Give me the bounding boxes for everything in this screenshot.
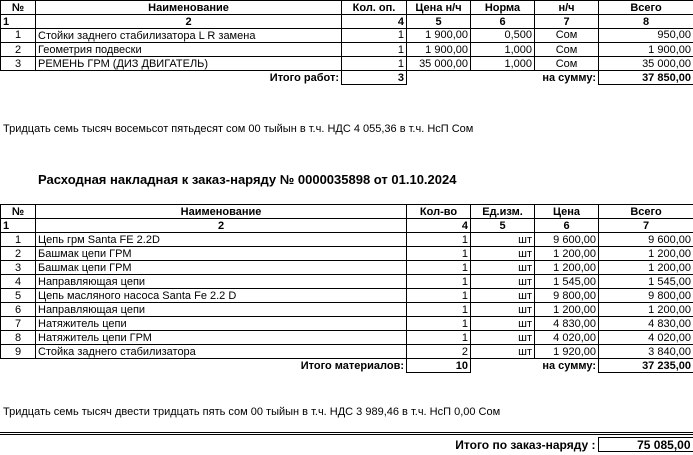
row-unit: шт: [471, 247, 535, 261]
row-name: Геометрия подвески: [36, 43, 342, 57]
num-cell: 1: [1, 219, 36, 233]
works-number-row: [1, 15, 693, 29]
grand-total: [0, 437, 693, 452]
table-row: [1, 247, 693, 261]
row-unit: шт: [471, 303, 535, 317]
row-total: 35 000,00: [599, 57, 693, 71]
row-num: 3: [1, 57, 36, 71]
num-cell: 7: [535, 15, 599, 29]
divider: [0, 434, 693, 435]
col-name: Наименование: [36, 1, 342, 15]
col-num: №: [1, 205, 36, 219]
row-qty: 1: [407, 261, 471, 275]
row-price: 35 000,00: [407, 57, 471, 71]
row-total: 9 800,00: [599, 289, 693, 303]
num-cell: 5: [407, 15, 471, 29]
works-total-label: Итого работ:: [269, 71, 339, 84]
materials-total-row: [1, 359, 693, 373]
row-unit: Сом: [535, 57, 599, 71]
row-qty: 1: [407, 233, 471, 247]
materials-sum-in-words: Тридцать семь тысяч двести тридцать пять сом 00 тыйын в т.ч. НДС 3 989,46 в т.ч. НсП 0,00 Сом: [3, 406, 501, 418]
materials-sum-value: 37 235,00: [599, 359, 693, 373]
row-num: 1: [1, 29, 36, 43]
row-qty: 1: [407, 289, 471, 303]
works-total-row: [1, 71, 693, 85]
table-row: [1, 317, 693, 331]
row-qty: 1: [407, 275, 471, 289]
row-unit: шт: [471, 289, 535, 303]
num-cell: 2: [36, 219, 407, 233]
row-qty: 1: [407, 303, 471, 317]
row-price: 4 830,00: [535, 317, 599, 331]
row-name: Натяжитель цепи: [36, 317, 407, 331]
row-total: 950,00: [599, 29, 693, 43]
row-total: 1 200,00: [599, 261, 693, 275]
row-price: 9 600,00: [535, 233, 599, 247]
divider: [0, 432, 693, 433]
row-unit: шт: [471, 345, 535, 359]
row-qty: 1: [407, 317, 471, 331]
row-price: 1 900,00: [407, 29, 471, 43]
row-qty: 1: [407, 331, 471, 345]
row-qty: 1: [342, 57, 407, 71]
row-name: Стойка заднего стабилизатора: [36, 345, 407, 359]
table-row: [1, 261, 693, 275]
materials-total-qty: 10: [407, 359, 471, 373]
row-total: 1 900,00: [599, 43, 693, 57]
row-total: 9 600,00: [599, 233, 693, 247]
num-cell: 6: [471, 15, 535, 29]
row-unit: шт: [471, 233, 535, 247]
row-price: 1 920,00: [535, 345, 599, 359]
col-norm: Норма: [471, 1, 535, 15]
row-num: 5: [1, 289, 36, 303]
table-row: [1, 289, 693, 303]
col-total: Всего: [599, 205, 693, 219]
row-total: 4 830,00: [599, 317, 693, 331]
row-num: 3: [1, 261, 36, 275]
works-sum-in-words: Тридцать семь тысяч восемьсот пятьдесят сом 00 тыйын в т.ч. НДС 4 055,36 в т.ч. НсП Сом: [3, 123, 474, 135]
num-cell: 4: [407, 219, 471, 233]
row-total: 1 200,00: [599, 247, 693, 261]
works-sum-label: на сумму:: [542, 71, 596, 84]
row-total: 4 020,00: [599, 331, 693, 345]
row-price: 1 200,00: [535, 261, 599, 275]
col-price: Цена н/ч: [407, 1, 471, 15]
grand-total-value: 75 085,00: [598, 438, 693, 452]
materials-body: [1, 233, 693, 359]
num-cell: 6: [535, 219, 599, 233]
row-price: 4 020,00: [535, 331, 599, 345]
row-unit: шт: [471, 331, 535, 345]
row-num: 6: [1, 303, 36, 317]
works-sum-value: 37 850,00: [599, 71, 693, 85]
col-total: Всего: [599, 1, 693, 15]
row-qty: 1: [342, 43, 407, 57]
col-price: Цена: [535, 205, 599, 219]
row-total: 1 545,00: [599, 275, 693, 289]
row-num: 2: [1, 43, 36, 57]
materials-total-label: Итого материалов:: [300, 359, 404, 372]
row-name: Башмак цепи ГРМ: [36, 261, 407, 275]
table-row: [1, 331, 693, 345]
row-num: 2: [1, 247, 36, 261]
row-name: РЕМЕНЬ ГРМ (ДИЗ ДВИГАТЕЛЬ): [36, 57, 342, 71]
row-name: Цепь масляного насоса Santa Fe 2.2 D: [36, 289, 407, 303]
invoice-title: Расходная накладная к заказ-наряду № 0000035898 от 01.10.2024: [38, 172, 457, 187]
row-price: 1 545,00: [535, 275, 599, 289]
row-num: 1: [1, 233, 36, 247]
materials-number-row: [1, 219, 693, 233]
row-total: 1 200,00: [599, 303, 693, 317]
table-row: [1, 303, 693, 317]
row-name: Натяжитель цепи ГРМ: [36, 331, 407, 345]
row-price: 1 200,00: [535, 303, 599, 317]
num-cell: 5: [471, 219, 535, 233]
row-unit: шт: [471, 275, 535, 289]
col-num: №: [1, 1, 36, 15]
row-unit: Сом: [535, 29, 599, 43]
row-unit: шт: [471, 317, 535, 331]
works-header-row: [1, 1, 693, 15]
row-num: 7: [1, 317, 36, 331]
materials-table: [0, 204, 693, 373]
works-table: [0, 0, 693, 85]
col-unit: н/ч: [535, 1, 599, 15]
num-cell: 7: [599, 219, 693, 233]
row-name: Направляющая цепи: [36, 303, 407, 317]
row-total: 3 840,00: [599, 345, 693, 359]
row-price: 1 200,00: [535, 247, 599, 261]
row-name: Направляющая цепи: [36, 275, 407, 289]
col-name: Наименование: [36, 205, 407, 219]
col-unit: Ед.изм.: [471, 205, 535, 219]
num-cell: 2: [36, 15, 342, 29]
table-row: [1, 29, 693, 43]
row-qty: 1: [407, 247, 471, 261]
row-name: Башмак цепи ГРМ: [36, 247, 407, 261]
materials-sum-label: на сумму:: [542, 359, 596, 372]
row-price: 1 900,00: [407, 43, 471, 57]
col-ops: Кол. оп.: [342, 1, 407, 15]
table-row: [1, 275, 693, 289]
materials-header-row: [1, 205, 693, 219]
row-num: 4: [1, 275, 36, 289]
row-unit: шт: [471, 261, 535, 275]
num-cell: 1: [1, 15, 36, 29]
works-total-qty: 3: [342, 71, 407, 85]
row-qty: 1: [342, 29, 407, 43]
table-row: [1, 233, 693, 247]
row-name: Стойки заднего стабилизатора L R замена: [36, 29, 342, 43]
row-qty: 2: [407, 345, 471, 359]
num-cell: 4: [342, 15, 407, 29]
num-cell: 8: [599, 15, 693, 29]
row-norm: 1,000: [471, 43, 535, 57]
col-qty: Кол-во: [407, 205, 471, 219]
row-price: 9 800,00: [535, 289, 599, 303]
table-row: [1, 57, 693, 71]
row-norm: 1,000: [471, 57, 535, 71]
row-num: 8: [1, 331, 36, 345]
grand-total-label: Итого по заказ-наряду :: [455, 437, 596, 452]
table-row: [1, 43, 693, 57]
row-name: Цепь грм Santa FE 2.2D: [36, 233, 407, 247]
row-unit: Сом: [535, 43, 599, 57]
row-num: 9: [1, 345, 36, 359]
row-norm: 0,500: [471, 29, 535, 43]
table-row: [1, 345, 693, 359]
